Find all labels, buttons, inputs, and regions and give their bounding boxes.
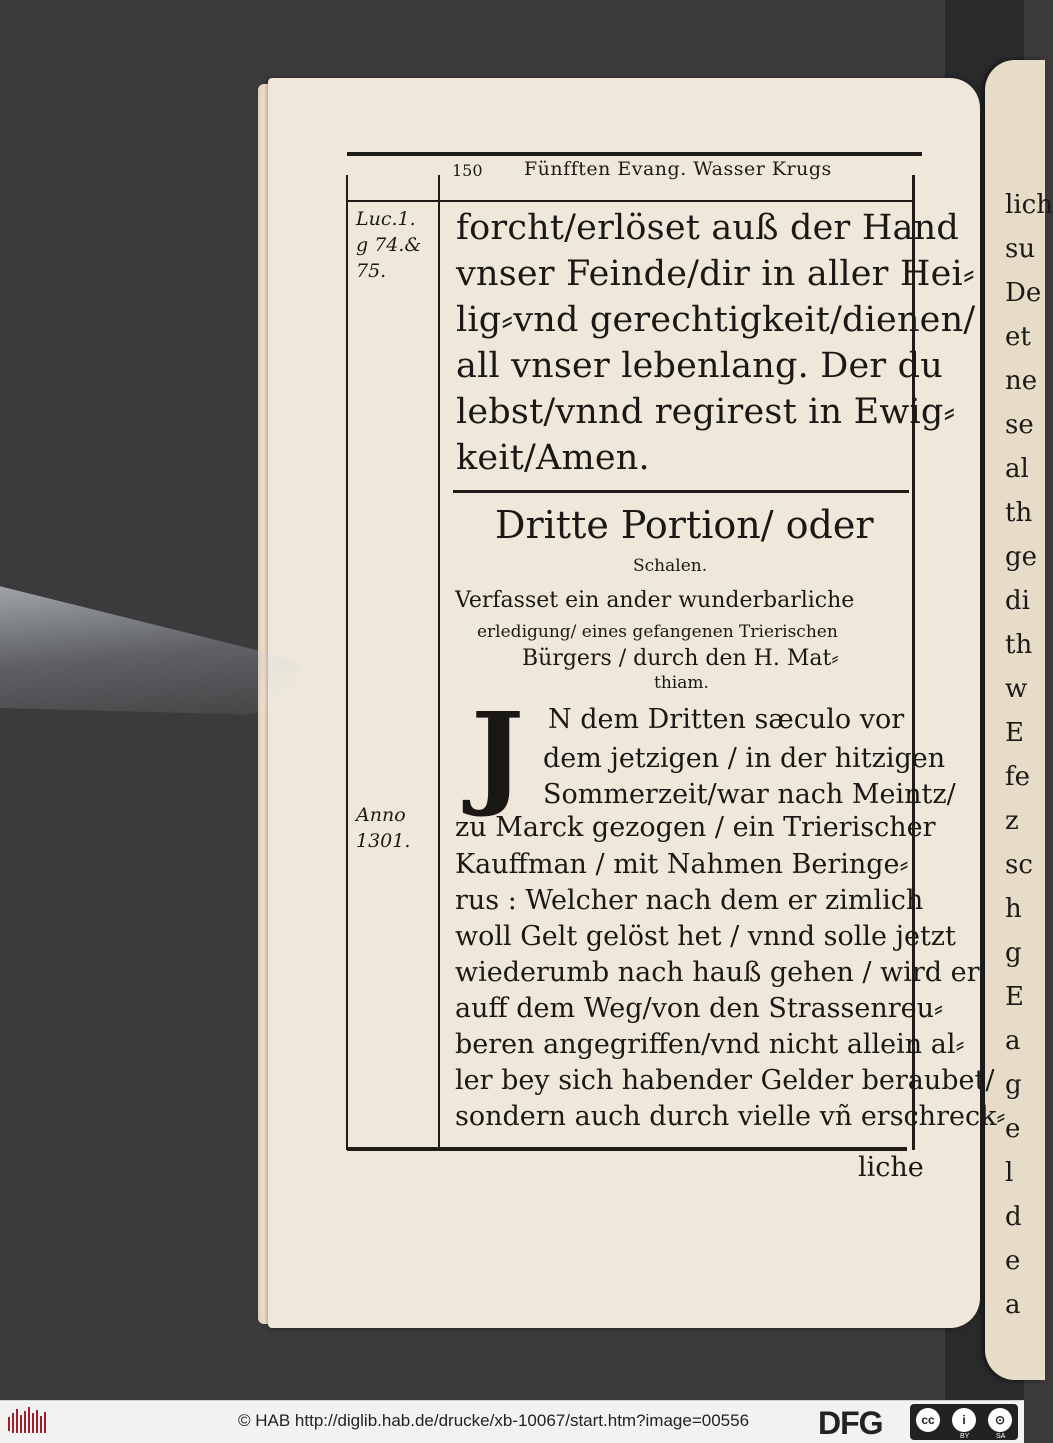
facing-page-fragment: e (1005, 1246, 1021, 1276)
running-head: Fünfften Evang. Wasser Krugs (524, 158, 832, 180)
body-line: zu Marck gezogen / ein Trierischer (455, 812, 936, 843)
facing-page-fragment: d (1005, 1202, 1022, 1232)
body-line: beren angegriffen/vnd nicht allein al⸗ (455, 1029, 965, 1060)
summary-line: Bürgers / durch den H. Mat⸗ (522, 646, 839, 671)
section-subheading: Schalen. (633, 556, 708, 576)
margin-note-line: Luc.1. (356, 208, 416, 230)
margin-note-line: Anno (356, 804, 406, 826)
facing-page-fragment: ne (1005, 366, 1038, 396)
frame-rule-bottom (347, 1147, 907, 1151)
body-line: forcht/erlöset auß der Hand (456, 208, 959, 248)
facing-page (985, 60, 1053, 1380)
facing-page-fragment: di (1005, 586, 1030, 616)
facing-page-fragment: fe (1005, 762, 1031, 792)
facing-page-fragment: sc (1005, 850, 1033, 880)
margin-note-anno (356, 802, 410, 854)
body-line: lebst/vnnd regirest in Ewig⸗ (456, 392, 956, 432)
summary-line: thiam. (654, 673, 709, 693)
facing-page-fragment: z (1005, 806, 1019, 836)
facing-page-fragment: a (1005, 1290, 1021, 1320)
body-line: wiederumb nach hauß gehen / wird er (455, 957, 980, 988)
body-line: N dem Dritten sæculo vor (548, 704, 905, 735)
catchword: liche (858, 1152, 924, 1183)
facing-page-fragment: se (1005, 410, 1034, 440)
frame-rule-margin (438, 175, 440, 1150)
body-line: vnser Feinde/dir in aller Hei⸗ (456, 254, 975, 294)
facing-page-fragment: De (1005, 278, 1042, 308)
margin-note-line: g 74.& (356, 234, 422, 256)
body-line: keit/Amen. (456, 438, 650, 478)
margin-note-luke (356, 206, 421, 284)
facing-page-fragment: lich (1005, 190, 1053, 220)
footer-bar (0, 1400, 1024, 1443)
page-number: 150 (452, 161, 483, 180)
margin-note-line: 75. (356, 260, 387, 282)
facing-page-fragment: h (1005, 894, 1022, 924)
sa-icon: ⊙ (988, 1408, 1012, 1432)
facing-page-fragment: E (1005, 982, 1024, 1012)
facing-page-fragment: g (1005, 1070, 1022, 1100)
body-line: dem jetzigen / in der hitzigen (543, 743, 946, 774)
facing-page-fragment: E (1005, 718, 1024, 748)
by-icon: i (952, 1408, 976, 1432)
by-label: BY (960, 1433, 970, 1440)
summary-line: erledigung/ eines gefangenen Trierischen (477, 622, 838, 642)
body-line: ler bey sich habender Gelder beraubet/ (455, 1065, 995, 1096)
frame-rule-header (347, 200, 914, 202)
cc-icon: cc (916, 1408, 940, 1432)
body-line: lig⸗vnd gerechtigkeit/dienen/ (456, 300, 976, 340)
facing-page-fragment: su (1005, 234, 1036, 264)
facing-page-fragment: al (1005, 454, 1029, 484)
facing-page-fragment: th (1005, 630, 1033, 660)
section-heading: Dritte Portion/ oder (495, 503, 874, 547)
body-line: Sommerzeit/war nach Meintz/ (543, 779, 956, 810)
facing-page-fragment: g (1005, 938, 1022, 968)
body-line: woll Gelt gelöst het / vnnd solle jetzt (455, 921, 956, 952)
drop-cap-initial: J (471, 689, 524, 820)
body-line: all vnser lebenlang. Der du (456, 346, 944, 386)
frame-rule-left (346, 175, 348, 1150)
facing-page-fragment: ge (1005, 542, 1038, 572)
transparent-page-holder (0, 575, 300, 715)
frame-rule-top (347, 152, 922, 156)
facing-page-fragment: et (1005, 322, 1031, 352)
dfg-logo: DFG (818, 1405, 883, 1441)
section-divider (453, 490, 909, 493)
summary-line: Verfasset ein ander wunderbarliche (455, 588, 855, 613)
hab-logo-icon (8, 1407, 50, 1437)
facing-page-fragment: a (1005, 1026, 1021, 1056)
margin-note-line: 1301. (356, 830, 411, 852)
cc-license-badge[interactable] (910, 1404, 1018, 1440)
facing-page-fragment: e (1005, 1114, 1021, 1144)
body-line: Kauffman / mit Nahmen Beringe⸗ (455, 849, 909, 880)
body-line: rus : Welcher nach dem er zimlich (455, 885, 924, 916)
facing-page-fragment: th (1005, 498, 1033, 528)
body-line: auff dem Weg/von den Strassenreu⸗ (455, 993, 944, 1024)
facing-page-fragment: l (1005, 1158, 1014, 1188)
facing-page-fragment: w (1005, 674, 1028, 704)
sa-label: SA (996, 1433, 1006, 1440)
body-line: sondern auch durch vielle vñ erschreck⸗ (455, 1101, 1006, 1132)
copyright-link[interactable]: © HAB http://diglib.hab.de/drucke/xb-10067/start.htm?image=00556 (238, 1411, 750, 1430)
